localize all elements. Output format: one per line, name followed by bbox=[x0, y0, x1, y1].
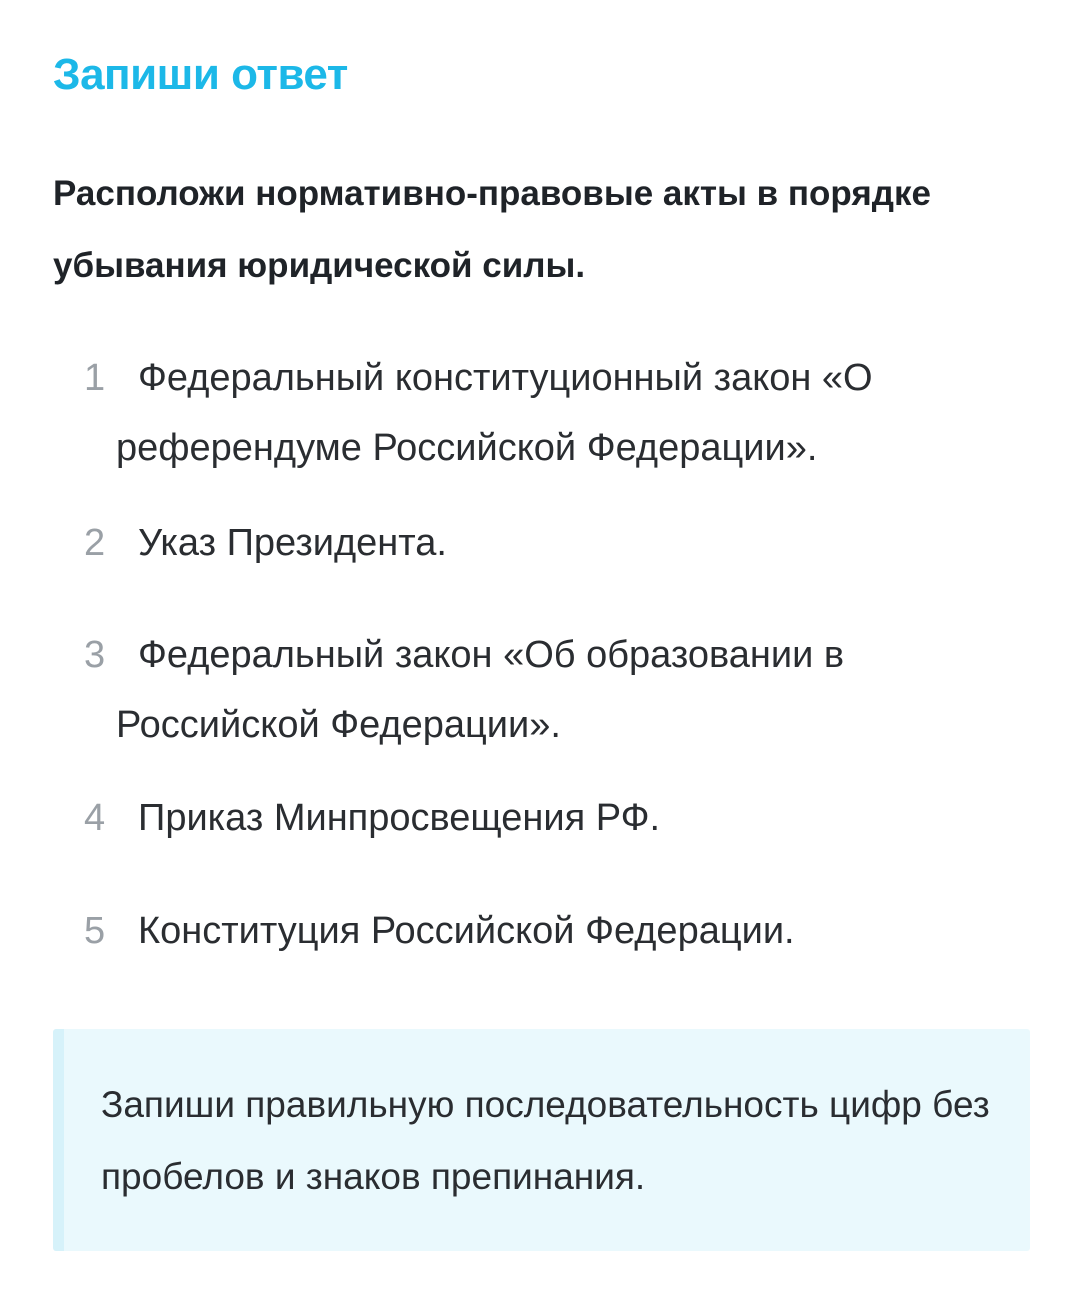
list-item-4 bbox=[84, 783, 1006, 853]
item-number: 5 bbox=[84, 910, 106, 952]
item-number: 4 bbox=[84, 797, 106, 839]
hint-box bbox=[53, 1029, 1030, 1251]
item-text: Федеральный закон «Об образовании в Российской Федерации». bbox=[116, 634, 845, 746]
item-text: Федеральный конституционный закон «О референдуме Российской Федерации». bbox=[116, 357, 873, 469]
question-text: Расположи нормативно-правовые акты в порядке убывания юридической силы. bbox=[53, 174, 931, 285]
item-text: Конституция Российской Федерации. bbox=[138, 910, 795, 952]
list-item-2 bbox=[84, 508, 1006, 578]
item-number: 1 bbox=[84, 357, 106, 399]
item-text: Приказ Минпросвещения РФ. bbox=[138, 797, 661, 839]
item-number: 2 bbox=[84, 522, 106, 564]
item-number: 3 bbox=[84, 634, 106, 676]
task-heading: Запиши ответ bbox=[53, 50, 348, 99]
hint-text: Запиши правильную последовательность цифр без пробелов и знаков препинания. bbox=[101, 1084, 990, 1197]
item-text: Указ Президента. bbox=[138, 522, 447, 564]
list-item-3 bbox=[84, 620, 1006, 760]
list-item-1 bbox=[84, 343, 1006, 483]
list-item-5 bbox=[84, 896, 1006, 966]
